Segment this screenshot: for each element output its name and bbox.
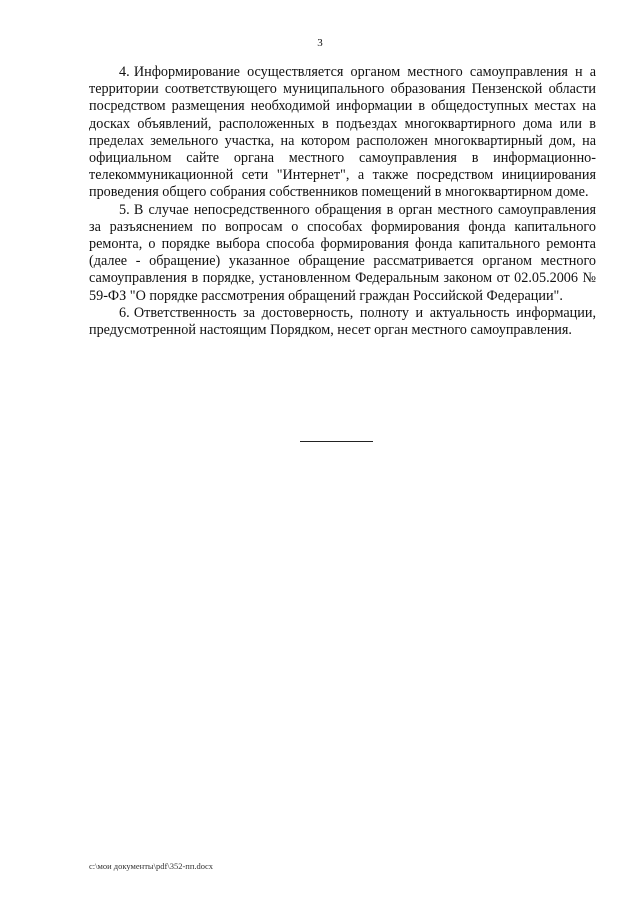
paragraph-number: 6. <box>119 304 130 321</box>
document-body <box>89 64 596 339</box>
paragraph-text: Ответственность за достоверность, полноту и актуальность информации, предусмотренной настоящим Порядком, несет орган местного самоуправления. <box>89 304 596 339</box>
paragraph-text: Информирование осуществляется органом местного самоуправления н а территории соответствующего муниципального образования Пензенской области посредством размещения необходимой информации в общедоступных местах на досках объявлений, расположенных в подъездах многоквартирного дома или в пределах земельного участка, на котором расположен многоквартирный дом, на официальном сайте органа местного самоуправления в информационно-телекоммуникационной сети "Интернет", а также посредством инициирования проведения общего собрания собственников помещений в многоквартирном доме. <box>89 64 596 201</box>
end-separator-line <box>300 441 373 442</box>
paragraph-5 <box>89 202 596 305</box>
paragraph-4 <box>89 64 596 202</box>
paragraph-6 <box>89 305 596 339</box>
paragraph-text: В случае непосредственного обращения в орган местного самоуправления за разъяснением по вопросам о способах формирования фонда капитального ремонта, о порядке выбора способа формирования фонда капитального ремонта (далее - обращение) указанное обращение рассматривается органом местного самоуправления в порядке, установленном Федеральным законом от 02.05.2006 № 59-ФЗ "О порядке рассмотрения обращений граждан Российской Федерации". <box>89 201 596 304</box>
footer-file-path: c:\мои документы\pdf\352-пп.docx <box>89 861 214 871</box>
page-number: 3 <box>317 37 323 49</box>
paragraph-number: 5. <box>119 201 130 218</box>
paragraph-number: 4. <box>119 64 130 80</box>
